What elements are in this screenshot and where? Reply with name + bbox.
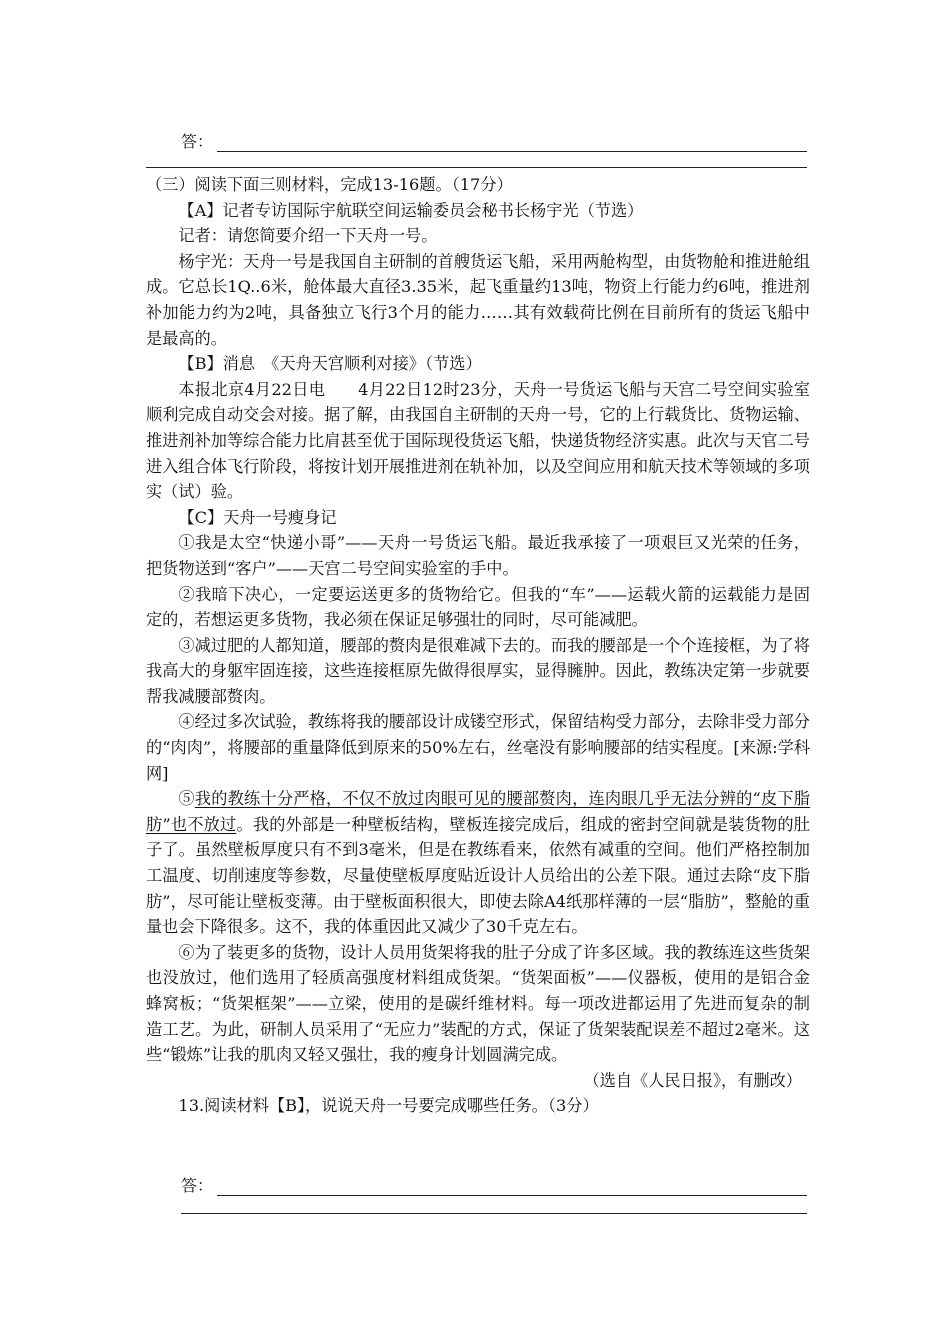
answer-label: 答： <box>181 132 214 151</box>
answer-blank[interactable] <box>217 133 807 152</box>
material-c-paragraph-4: ④经过多次试验，教练将我的腰部设计成镂空形式，保留结构受力部分，去除非受力部分的“肉肉”，将腰部的重量降低到原来的50%左右，丝毫没有影响腰部的结实程度。[来源:学科网] <box>146 712 810 783</box>
material-a-question: 记者：请您简要介绍一下天舟一号。 <box>178 226 438 246</box>
paragraph-5-rest: 。我的外部是一种壁板结构，壁板连接完成后，组成的密封空间就是装货物的肚子了。虽然壁板厚度只有不到3毫米，但是在教练看来，依然有减重的空间。他们严格控制加工温度、切削速度等参数，尽量使壁板厚度贴近设计人员给出的公差下限。通过去除“皮下脂肪”，尽可能让壁板变薄。由于壁板面积很大，即使去除A4纸那样薄的一层“脂肪”，整舱的重量也会下降很多。这不，我的体重因此又减少了30千克左右。 <box>146 814 810 937</box>
material-c-paragraph-3: ③减过肥的人都知道，腰部的赘肉是很难减下去的。而我的腰部是一个个连接框，为了将我高大的身躯牢固连接，这些连接框原先做得很厚实，显得臃肿。因此，教练决定第一步就要帮我减腰部赘肉。 <box>146 635 810 706</box>
question-13: 13.阅读材料【B】，说说天舟一号要完成哪些任务。（3分） <box>178 1096 599 1116</box>
answer-label: 答： <box>181 1176 214 1195</box>
material-c-paragraph-2: ②我暗下决心，一定要运送更多的货物给它。但我的“车”——运载火箭的运载能力是固定的，若想运更多货物，我必须在保证足够强壮的同时，尽可能减肥。 <box>146 584 810 630</box>
material-a-answer: 杨宇光：天舟一号是我国自主研制的首艘货运飞船，采用两舱构型，由货物舱和推进舱组成。它总长1Q..6米，舱体最大直径3.35米，起飞重量约13吨，物资上行能力约6吨，推进剂补加能力约为2吨，具备独立飞行3个月的能力……其有效载荷比例在目前所有的货运飞船中是最高的。 <box>146 251 810 348</box>
material-c-heading: 【C】天舟一号瘦身记 <box>178 507 337 527</box>
material-c-paragraph-6: ⑥为了装更多的货物，设计人员用货架将我的肚子分成了许多区域。我的教练连这些货架也没放过，他们选用了轻质高强度材料组成货架。“货架面板”——仪器板，使用的是铝合金蜂窝板；“货架框架”——立梁，使用的是碳纤维材料。每一项改进都运用了先进而复杂的制造工艺。为此，研制人员采用了“无应力”装配的方式，保证了货架装配误差不超过2毫米。这些“锻炼”让我的肌肉又轻又强壮，我的瘦身计划圆满完成。 <box>146 942 810 1065</box>
reading-section <box>146 172 810 1119</box>
paragraph-number: ⑤ <box>178 789 195 809</box>
answer-blank[interactable] <box>217 1177 807 1196</box>
answer-line-q13[interactable] <box>181 1172 807 1196</box>
material-b-body: 本报北京4月22日电 4月22日12时23分，天舟一号货运飞船与天宫二号空间实验室顺利完成自动交会对接。据了解，由我国自主研制的天舟一号，它的上行载货比、货物运输、推进剂补加等综合能力比肩甚至优于国际现役货运飞船，快递货物经济实惠。此次与天官二号进入组合体飞行阶段，将按计划开展推进剂在轨补加，以及空间应用和航天技术等领域的多项实（试）验。 <box>146 379 810 502</box>
answer-extra-line-q13[interactable] <box>181 1213 807 1214</box>
section-title: （三）阅读下面三则材料，完成13-16题。（17分） <box>146 175 513 194</box>
answer-line-top[interactable] <box>181 128 807 152</box>
material-a-heading: 【A】记者专访国际宇航联空间运输委员会秘书长杨宇光（节选） <box>178 200 644 220</box>
underlined-sentence: 我的教练十分严格，不仅不放过肉眼可见的腰部赘肉，连肉眼几乎无法分辨的“皮下脂肪”也不放过 <box>146 789 810 834</box>
material-b-heading: 【B】消息 《天舟天宫顺利对接》（节选） <box>178 354 482 374</box>
material-c-paragraph-5 <box>146 786 810 940</box>
answer-extra-line-top[interactable] <box>146 167 807 168</box>
material-c-paragraph-1: ①我是太空“快递小哥”——天舟一号货运飞船。最近我承接了一项艰巨又光荣的任务，把货物送到“客户”——天宫二号空间实验室的手中。 <box>146 533 810 578</box>
source-citation: （选自《人民日报》，有删改） <box>583 1070 802 1090</box>
